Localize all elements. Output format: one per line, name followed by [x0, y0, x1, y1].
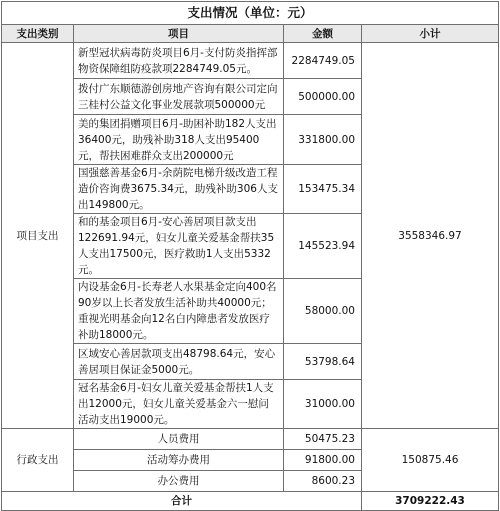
item-cell: 和的基金项目6月-安心善居项目款支出122691.94元，妇女儿童关爱基金帮扶35人支出17500元，医疗救助1人支出5332元。: [74, 214, 284, 279]
item-cell: 冠名基金6月-妇女儿童关爱基金帮扶1人支出12000元，妇女儿童关爱基金六一慰问活动支出19000元。: [74, 380, 284, 429]
amount-cell: 500000.00: [284, 79, 362, 115]
item-cell: 拨付广东顺德游创房地产咨询有限公司定向三桂村公益文化事业发展款项500000元: [74, 79, 284, 115]
table-title: 支出情况（单位：元）: [2, 2, 499, 25]
item-cell: 区域安心善居款项支出48798.64元，安心善居项目保证金5000元。: [74, 344, 284, 380]
item-cell: 人员费用: [74, 429, 284, 450]
item-cell: 内设基金6月-长寿老人水果基金定向400名90岁以上长者发放生活补助共40000元；重视光明基金向12名白内障患者发放医疗补助18000元。: [74, 279, 284, 344]
header-item: 项目: [74, 25, 284, 43]
header-row: [2, 25, 499, 43]
expense-table: [1, 1, 499, 511]
table-row: [2, 43, 499, 79]
amount-cell: 331800.00: [284, 115, 362, 165]
item-cell: 美的集团捐赠项目6月-助困补助182人支出36400元，助残补助318人支出95400元，帮扶困难群众支出200000元: [74, 115, 284, 165]
total-label: 合计: [2, 492, 362, 511]
subtotal-admin: 150875.46: [362, 429, 499, 492]
table-row: [2, 429, 499, 450]
category-admin: 行政支出: [2, 429, 74, 492]
header-amount: 金额: [284, 25, 362, 43]
amount-cell: 58000.00: [284, 279, 362, 344]
amount-cell: 91800.00: [284, 450, 362, 471]
subtotal-project: 3558346.97: [362, 43, 499, 429]
amount-cell: 153475.34: [284, 165, 362, 214]
amount-cell: 2284749.05: [284, 43, 362, 79]
amount-cell: 31000.00: [284, 380, 362, 429]
item-cell: 新型冠状病毒防炎项目6月-支付防炎指挥部物资保障组防疫款项2284749.05元。: [74, 43, 284, 79]
item-cell: 国强慈善基金6月-余荫院电梯升级改造工程造价咨询费3675.34元，助残补助306人支出149800元。: [74, 165, 284, 214]
category-project: 项目支出: [2, 43, 74, 429]
item-cell: 办公费用: [74, 471, 284, 492]
amount-cell: 53798.64: [284, 344, 362, 380]
amount-cell: 50475.23: [284, 429, 362, 450]
amount-cell: 145523.94: [284, 214, 362, 279]
header-category: 支出类别: [2, 25, 74, 43]
total-value: 3709222.43: [362, 492, 499, 511]
amount-cell: 8600.23: [284, 471, 362, 492]
header-subtotal: 小计: [362, 25, 499, 43]
item-cell: 活动筹办费用: [74, 450, 284, 471]
title-row: [2, 2, 499, 25]
total-row: [2, 492, 499, 511]
